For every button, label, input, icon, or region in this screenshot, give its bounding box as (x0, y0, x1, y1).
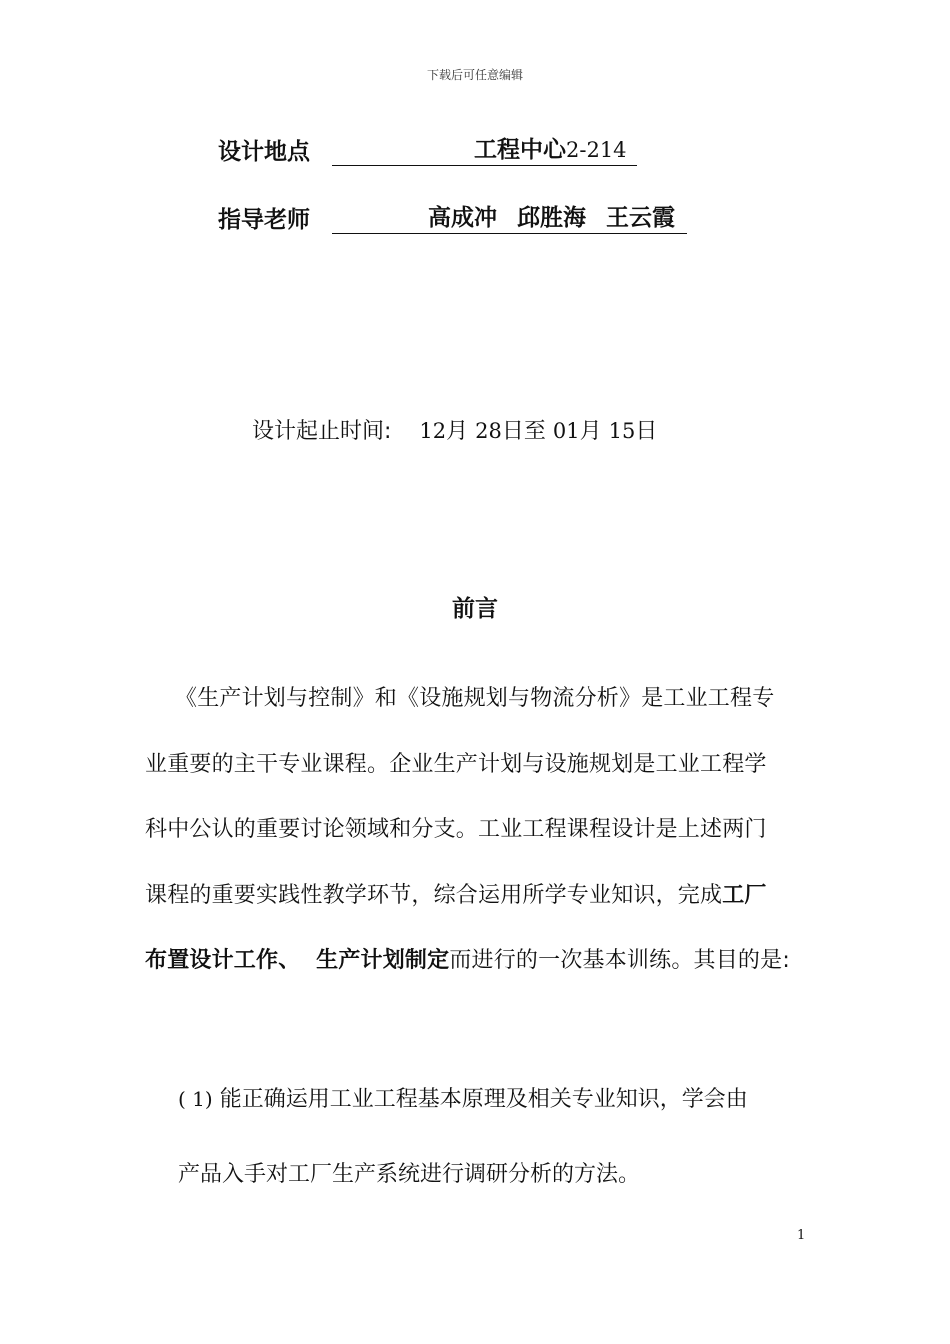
end-day: 15 (608, 419, 636, 443)
header-note: 下载后可任意编辑 (426, 68, 523, 82)
paragraph-text: 而进行的一次基本训练。其目的是: (449, 948, 790, 973)
paragraph-text: 课程的重要实践性教学环节，综合运用所学专业知识，完成 (145, 882, 723, 908)
objective-text: 能正确运用工业工程基本原理及相关专业知识，学会由 (219, 1087, 748, 1112)
advisor-name: 高成冲 (428, 205, 497, 231)
objective-line: 产品入手对工厂生产系统进行调研分析的方法。 (178, 1162, 641, 1187)
day-unit: 日 (501, 419, 524, 444)
preface-paragraph (145, 666, 825, 994)
end-month: 01 (552, 419, 580, 443)
location-value-code: 2-214 (566, 138, 627, 162)
paragraph-line (145, 863, 825, 929)
page-number: 1 (797, 1228, 806, 1243)
design-dates (252, 414, 657, 445)
paragraph-line: 科中公认的重要讨论领域和分支。工业工程课程设计是上述两门 (145, 817, 767, 842)
preface-title: 前言 (452, 596, 498, 622)
dates-to: 至 (523, 419, 546, 444)
objective-line (178, 1061, 828, 1137)
objective-number: ( 1) (178, 1087, 213, 1111)
paragraph-line (145, 928, 825, 994)
advisor-label: 指导老师 (218, 207, 310, 233)
paragraph-line: 《生产计划与控制》和《设施规划与物流分析》是工业工程专 (175, 686, 775, 711)
location-value (332, 136, 637, 166)
paragraph-emphasis: 工厂 (722, 882, 767, 908)
start-month: 12 (419, 419, 447, 443)
objective-item (178, 1061, 828, 1213)
advisor-value (332, 204, 687, 234)
location-value-text: 工程中心 (474, 137, 566, 163)
day-unit: 日 (635, 419, 658, 444)
advisor-name: 王云霞 (606, 205, 675, 231)
start-day: 28 (475, 419, 502, 443)
month-unit: 月 (579, 419, 602, 444)
location-field (218, 134, 637, 166)
paragraph-emphasis: 布置设计工作、 生产计划制定 (145, 948, 450, 973)
dates-label: 设计起止时间: (252, 419, 392, 444)
advisor-field (218, 202, 687, 234)
advisor-name: 邱胜海 (517, 205, 586, 231)
month-unit: 月 (446, 419, 469, 444)
location-label: 设计地点 (218, 139, 310, 165)
paragraph-line: 业重要的主干专业课程。企业生产计划与设施规划是工业工程学 (145, 751, 767, 777)
